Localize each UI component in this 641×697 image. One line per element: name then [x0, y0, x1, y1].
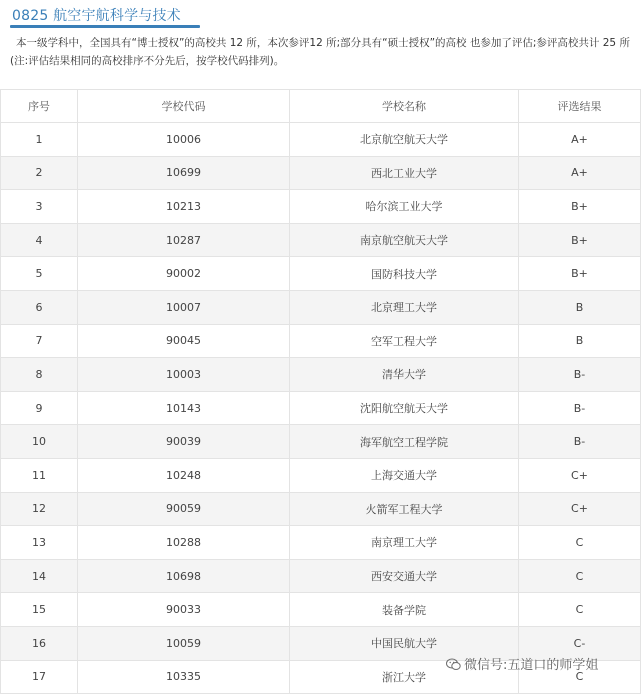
cell-code: 10059	[78, 626, 290, 660]
cell-name: 空军工程大学	[290, 324, 519, 358]
cell-code: 90002	[78, 257, 290, 291]
column-header-code: 学校代码	[78, 90, 290, 123]
cell-index: 2	[1, 156, 78, 190]
column-header-index: 序号	[1, 90, 78, 123]
cell-grade: B+	[519, 257, 641, 291]
cell-name: 哈尔滨工业大学	[290, 190, 519, 224]
table-row	[1, 358, 641, 392]
table-row	[1, 492, 641, 526]
cell-index: 5	[1, 257, 78, 291]
cell-code: 10248	[78, 458, 290, 492]
cell-index: 3	[1, 190, 78, 224]
results-table	[0, 89, 641, 694]
table-row	[1, 156, 641, 190]
cell-grade: B+	[519, 190, 641, 224]
cell-grade: C+	[519, 492, 641, 526]
cell-name: 浙江大学	[290, 660, 519, 694]
cell-grade: C	[519, 593, 641, 627]
cell-grade: B-	[519, 425, 641, 459]
cell-code: 10143	[78, 391, 290, 425]
cell-name: 海军航空工程学院	[290, 425, 519, 459]
column-header-grade: 评选结果	[519, 90, 641, 123]
column-header-name: 学校名称	[290, 90, 519, 123]
cell-index: 8	[1, 358, 78, 392]
cell-code: 10003	[78, 358, 290, 392]
table-row	[1, 391, 641, 425]
cell-grade: C+	[519, 458, 641, 492]
cell-code: 10213	[78, 190, 290, 224]
cell-grade: C	[519, 660, 641, 694]
cell-index: 4	[1, 223, 78, 257]
cell-code: 10335	[78, 660, 290, 694]
cell-code: 90059	[78, 492, 290, 526]
table-row	[1, 290, 641, 324]
cell-index: 12	[1, 492, 78, 526]
cell-code: 10006	[78, 123, 290, 157]
cell-grade: A+	[519, 123, 641, 157]
cell-code: 90045	[78, 324, 290, 358]
title-bar	[0, 0, 641, 28]
intro-paragraph: 本一级学科中，全国具有“博士授权”的高校共 12 所，本次参评12 所;部分具有“硕士授权”的高校 也参加了评估;参评高校共计 25 所(注:评估结果相同的高校排序不分先后，按学校代码排列)。	[10, 37, 630, 67]
wechat-icon	[446, 658, 461, 671]
cell-name: 清华大学	[290, 358, 519, 392]
cell-name: 西北工业大学	[290, 156, 519, 190]
cell-grade: B	[519, 324, 641, 358]
cell-code: 10287	[78, 223, 290, 257]
cell-grade: C	[519, 559, 641, 593]
cell-index: 14	[1, 559, 78, 593]
cell-name: 西安交通大学	[290, 559, 519, 593]
table-row	[1, 458, 641, 492]
cell-index: 10	[1, 425, 78, 459]
cell-grade: B+	[519, 223, 641, 257]
cell-index: 13	[1, 526, 78, 560]
cell-grade: B	[519, 290, 641, 324]
cell-name: 北京理工大学	[290, 290, 519, 324]
watermark-text: 微信号:五道口的师学姐	[464, 658, 599, 673]
table-row	[1, 223, 641, 257]
cell-index: 17	[1, 660, 78, 694]
cell-index: 16	[1, 626, 78, 660]
cell-name: 南京航空航天大学	[290, 223, 519, 257]
table-row	[1, 123, 641, 157]
cell-index: 6	[1, 290, 78, 324]
cell-index: 15	[1, 593, 78, 627]
table-row	[1, 593, 641, 627]
cell-code: 90039	[78, 425, 290, 459]
cell-name: 沈阳航空航天大学	[290, 391, 519, 425]
cell-grade: C-	[519, 626, 641, 660]
cell-grade: C	[519, 526, 641, 560]
table-row	[1, 425, 641, 459]
cell-index: 1	[1, 123, 78, 157]
cell-grade: A+	[519, 156, 641, 190]
cell-code: 10288	[78, 526, 290, 560]
cell-name: 国防科技大学	[290, 257, 519, 291]
table-row	[1, 559, 641, 593]
title-underline	[10, 25, 200, 28]
cell-name: 南京理工大学	[290, 526, 519, 560]
cell-grade: B-	[519, 358, 641, 392]
cell-name: 装备学院	[290, 593, 519, 627]
cell-index: 7	[1, 324, 78, 358]
page-title: 0825 航空宇航科学与技术	[12, 8, 181, 24]
table-row	[1, 526, 641, 560]
table-row	[1, 324, 641, 358]
table-row	[1, 257, 641, 291]
watermark	[446, 654, 636, 676]
cell-name: 北京航空航天大学	[290, 123, 519, 157]
table-row	[1, 190, 641, 224]
cell-code: 10699	[78, 156, 290, 190]
cell-grade: B-	[519, 391, 641, 425]
cell-name: 中国民航大学	[290, 626, 519, 660]
cell-code: 10698	[78, 559, 290, 593]
cell-code: 90033	[78, 593, 290, 627]
cell-index: 11	[1, 458, 78, 492]
table-header-row	[1, 90, 641, 123]
cell-name: 火箭军工程大学	[290, 492, 519, 526]
cell-index: 9	[1, 391, 78, 425]
cell-name: 上海交通大学	[290, 458, 519, 492]
cell-code: 10007	[78, 290, 290, 324]
